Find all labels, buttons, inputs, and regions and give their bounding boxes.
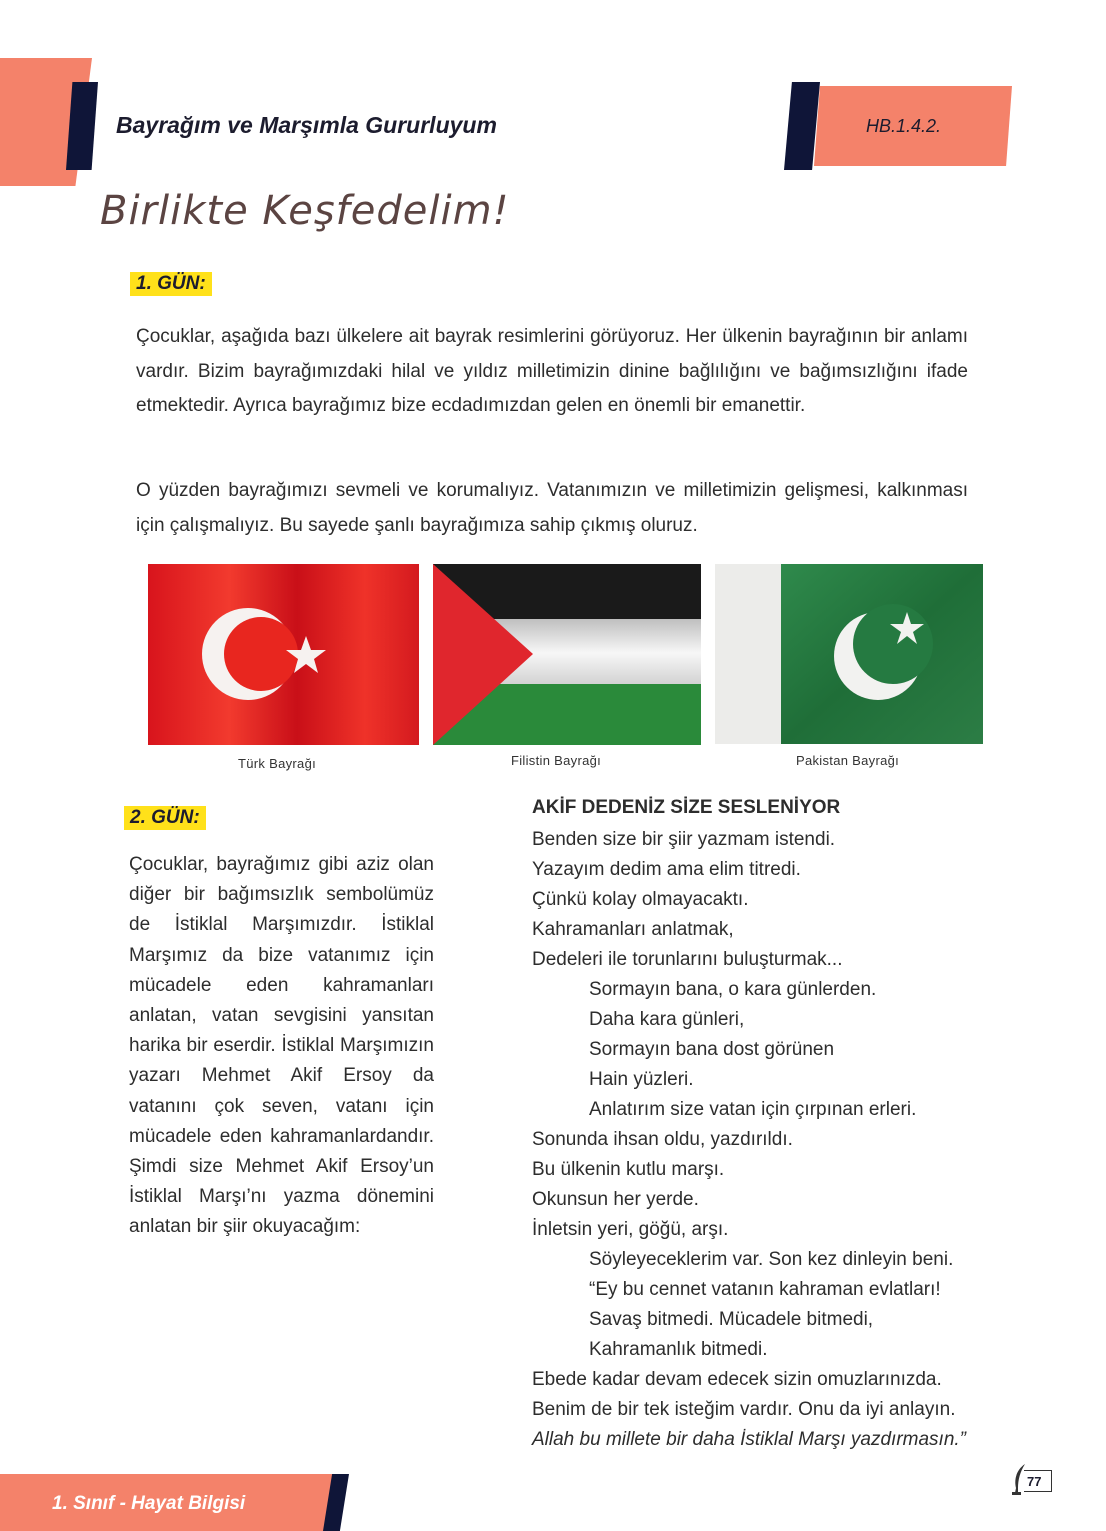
poem-line: Benden size bir şiir yazmam istendi. <box>532 829 836 850</box>
poem-line: Kahramanları anlatmak, <box>532 919 734 940</box>
poem-line: Benim de bir tek isteğim vardır. Onu da iyi anlayın. <box>532 1399 956 1420</box>
poem-line: Ebede kadar devam edecek sizin omuzlarınızda. <box>532 1369 942 1390</box>
poem-line: Okunsun her yerde. <box>532 1189 699 1210</box>
poem-line: Kahramanlık bitmedi. <box>589 1339 768 1360</box>
poem-line: Allah bu millete bir daha İstiklal Marşı yazdırmasın.” <box>532 1429 966 1450</box>
poem-line: “Ey bu cennet vatanın kahraman evlatları! <box>589 1279 941 1300</box>
poem-line: Dedeleri ile torunlarını buluşturmak... <box>532 949 843 970</box>
day-1-paragraph-2: O yüzden bayrağımızı sevmeli ve korumalıyız. Vatanımızın ve milletimizin gelişmesi, kalkınması için çalışmalıyız. Bu sayede şanlı bayrağımıza sahip çıkmış oluruz. <box>136 480 968 536</box>
page-number: 77 <box>1027 1474 1042 1489</box>
section-title: Birlikte Keşfedelim! <box>100 188 510 234</box>
palestinian-flag-image <box>433 564 701 745</box>
poem-line: Anlatırım size vatan için çırpınan erleri. <box>589 1099 917 1120</box>
day-1-paragraph-1: Çocuklar, aşağıda bazı ülkelere ait bayrak resimlerini görüyoruz. Her ülkenin bayrağının bir anlamı vardır. Bizim bayrağımızdaki hilal ve yıldız milletimizin dinine bağlılığını ve bağımsızlığını ifade etmektedir. Ayrıca bayrağımız bize ecdadımızdan gelen en önemli bir emanettir. <box>136 326 968 416</box>
turkish-flag-caption: Türk Bayrağı <box>238 756 317 771</box>
poem-line: Daha kara günleri, <box>589 1009 745 1030</box>
poem-line: Savaş bitmedi. Mücadele bitmedi, <box>589 1309 874 1330</box>
turkish-flag-image <box>148 564 419 745</box>
course-name: 1. Sınıf - Hayat Bilgisi <box>52 1493 246 1514</box>
poem-title: AKİF DEDENİZ SİZE SESLENİYOR <box>532 797 841 818</box>
day-2-paragraph: Çocuklar, bayrağımız gibi aziz olan diğer bir bağımsızlık sembolümüz de İstiklal Marşımızdır. İstiklal Marşımız da bize vatanımız için mücadele eden kahramanları anlatan, vatan sevgisini yansıtan harika bir eserdir. İstiklal Marşımızın yazarı Mehmet Akif Ersoy da vatanını çok seven, vatanı için mücadele eden kahramanlardandır. Şimdi size Mehmet Akif Ersoy’un İstiklal Marşı’nı yazma dönemini anlatan bir şiir okuyacağım: <box>129 854 434 1238</box>
unit-title: Bayrağım ve Marşımla Gururluyum <box>116 112 497 138</box>
poem-line: Hain yüzleri. <box>589 1069 694 1090</box>
pakistani-flag-caption: Pakistan Bayrağı <box>796 753 900 768</box>
poem-line: Yazayım dedim ama elim titredi. <box>532 859 801 880</box>
palestinian-flag-caption: Filistin Bayrağı <box>511 753 602 768</box>
day-1-label: 1. GÜN: <box>130 272 212 296</box>
header-bar-right <box>784 82 820 170</box>
poem-line: Bu ülkenin kutlu marşı. <box>532 1159 725 1180</box>
poem-line: Sonunda ihsan oldu, yazdırıldı. <box>532 1129 793 1150</box>
page-number-badge <box>1010 1462 1054 1496</box>
poem-line: İnletsin yeri, göğü, arşı. <box>532 1219 729 1240</box>
day-2-label: 2. GÜN: <box>124 806 206 830</box>
pakistani-flag-image <box>715 564 983 744</box>
poem-line: Sormayın bana dost görünen <box>589 1039 835 1060</box>
poem-line: Çünkü kolay olmayacaktı. <box>532 889 749 910</box>
poem-line: Sormayın bana, o kara günlerden. <box>589 979 877 1000</box>
outcome-code: HB.1.4.2. <box>866 116 942 136</box>
poem <box>532 825 1072 1455</box>
poem-line: Söyleyeceklerim var. Son kez dinleyin beni. <box>589 1249 954 1270</box>
